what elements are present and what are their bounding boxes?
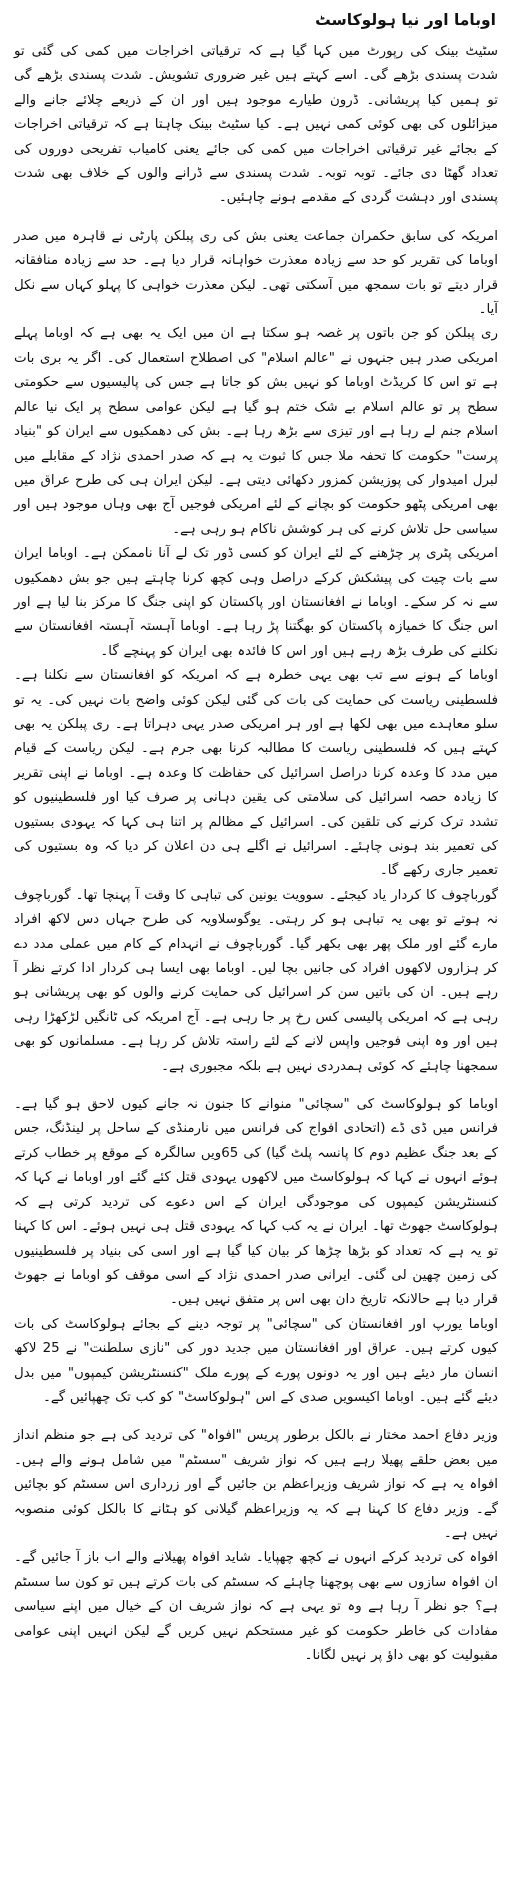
paragraph: اوباما کے ہونے سے تب بھی یہی خطرہ ہے کہ امریکہ کو افغانستان سے نکلنا ہے۔ فلسطینی ریاست کی حمایت کی بات کی گئی لیکن کوئی واضح بات نہیں کی۔ یہ تو سلو معاہدے میں بھی لکھا ہے اور ہر امریکی صدر یہی دہراتا ہے۔ ری پبلکن یہ بھی کہتے ہیں کہ فلسطینی ریاست کا مطالبہ کرنا بھی جرم ہے۔ لیکن ریاست کے قیام میں مدد کا وعدہ کرنا دراصل اسرائیل کی حفاظت کا وعدہ ہے۔ اوباما نے اپنی تقریر کا زیادہ حصہ اسرائیل کی سلامتی کی یقین دہانی پر صرف کیا اور فلسطینیوں کو تشدد ترک کرنے کی تلقین کی۔ اسرائیل کے مظالم پر اتنا ہی کہا کہ یہودی بستیوں کی تعمیر بند ہونی چاہئے۔ اسرائیل نے اگلے ہی دن اعلان کر دیا کہ وہ بستیوں کی تعمیر جاری رکھے گا۔ xyxy=(14,668,498,879)
paragraph: وزیر دفاع احمد مختار نے بالکل برطور پریس "افواہ" کی تردید کی ہے جو منظم انداز میں بعض حلقے پھیلا رہے ہیں کہ نواز شریف "سسٹم" میں شامل ہونے والے ہیں۔ افواہ یہ ہے کہ نواز شریف وزیراعظم بن جائیں گے اور زرداری اس سسٹم کو بچائیں گے۔ وزیر دفاع کا کہنا ہے کہ یہ وزیراعظم گیلانی کو ہٹانے کا بالکل کوئی منصوبہ نہیں ہے۔ xyxy=(14,1428,498,1541)
paragraph: اوباما یورپ اور افغانستان کی "سچائی" پر توجہ دینے کے بجائے ہولوکاسٹ کی بات کیوں کرتے ہیں۔ عراق اور افغانستان میں جدید دور کی "نازی سلطنت" نے 25 لاکھ انسان مار دیئے ہیں اور یہ دونوں پورے کے پورے ملک "کنسنٹریشن کیمپوں" میں بدل دیئے گئے ہیں۔ اوباما اکیسویں صدی کے اس "ہولوکاسٹ" کو کب تک چھپائیں گے۔ xyxy=(14,1316,498,1405)
article-headline: اوباما اور نیا ہولوکاسٹ xyxy=(315,11,496,29)
article-section-1 xyxy=(14,40,498,211)
paragraph: ری پبلکن کو جن باتوں پر غصہ ہو سکتا ہے ان میں ایک یہ بھی ہے کہ اوباما پہلے امریکی صدر ہیں جنہوں نے "عالم اسلام" کی اصطلاح استعمال کی۔ اگر یہ بری بات ہے تو اس کا کریڈٹ اوباما کو نہیں بش کو جاتا ہے جس کی پالیسیوں سے حکومتی سطح پر تو عالم اسلام بے شک ختم ہو گیا ہے لیکن عوامی سطح پر ایک نیا عالم اسلام جنم لے رہا ہے اور تیزی سے بڑھ رہا ہے۔ بش کی دھمکیوں سے ایران کو "بنیاد پرست" حکومت کا تحفہ ملا جس کا ثبوت یہ ہے کہ صدر احمدی نژاد کے مقابلے میں لبرل امیدوار کی پوزیشن کمزور دکھائی دیتی ہے۔ لیکن ایران ہی کی طرح عراق میں بھی امریکی پٹھو حکومت کو بچانے کے لئے امریکی فوجیں آج بھی وہاں موجود ہیں اور سیاسی حل تلاش کرنے کی ہر کوشش ناکام ہو رہی ہے۔ xyxy=(14,326,498,537)
paragraph: اوباما کو ہولوکاسٹ کی "سچائی" منوانے کا جنون نہ جانے کیوں لاحق ہو گیا ہے۔ فرانس میں ڈی ڈے (اتحادی افواج کی فرانس میں نارمنڈی کے ساحل پر لینڈنگ، جس کے بعد جنگ عظیم دوم کا پانسہ پلٹ گیا) کی 65ویں سالگرہ کے موقع پر خطاب کرتے ہوئے انہوں نے کہا کہ ہولوکاسٹ میں لاکھوں یہودی قتل کئے گئے اور اوباما نے کہا کہ کنسنٹریشن کیمپوں کی موجودگی ایران کے اس دعوے کی تردید کرتی ہے کہ ہولوکاسٹ جھوٹ تھا۔ ایران نے یہ کب کہا کہ یہودی قتل ہی نہیں ہوئے۔ اس کا کہنا تو یہ ہے کہ تعداد کو بڑھا چڑھا کر بیان کیا گیا ہے اور اسی کی بنیاد پر فلسطینیوں کی زمین چھین لی گئی۔ ایرانی صدر احمدی نژاد کے اسی موقف کو اوباما نے جھوٹ قرار دیا ہے حالانکہ تاریخ دان بھی اس پر متفق نہیں ہیں۔ xyxy=(14,1097,498,1308)
article-section-4 xyxy=(14,1424,498,1668)
article-section-2 xyxy=(14,225,498,1079)
article-section-3 xyxy=(14,1093,498,1410)
paragraph: افواہ کی تردید کرکے انہوں نے کچھ چھپایا۔ شاید افواہ پھیلانے والے اب باز آ جائیں گے۔ ان افواہ سازوں سے بھی پوچھنا چاہئے کہ سسٹم کی بات کرتے ہیں تو کون سا سسٹم ہے؟ جو نظر آ رہا ہے وہ تو یہی ہے کہ نواز شریف ان کے خیال میں اپنے سیاسی مفادات کی خاطر حکومت کو غیر مستحکم نہیں کریں گے لیکن انہیں اپنی عوامی مقبولیت کو بھی داؤ پر نہیں لگانا۔ xyxy=(14,1550,498,1663)
paragraph: امریکی پٹری پر چڑھنے کے لئے ایران کو کسی ڈور تک لے آنا ناممکن ہے۔ اوباما ایران سے بات چیت کی پیشکش کرکے دراصل وہی کچھ کرنا چاہتے ہیں جو بش دھمکیوں سے نہ کر سکے۔ اوباما نے افغانستان اور پاکستان کو اپنی جنگ کا مرکز بنا لیا ہے اور اس جنگ کا خمیازہ پاکستان کو بھگتنا پڑ رہا ہے۔ اوباما آہستہ آہستہ افغانستان سے نکلنے کی طرف بڑھ رہے ہیں اور اس کا فائدہ بھی ایران کو پہنچے گا۔ xyxy=(14,546,498,659)
paragraph: امریکہ کی سابق حکمران جماعت یعنی بش کی ری پبلکن پارٹی نے قاہرہ میں صدر اوباما کی تقریر کو حد سے زیادہ معذرت خواہانہ قرار دیا ہے۔ حد سے زیادہ منافقانہ قرار دیتے تو بات سمجھ میں آسکتی تھی۔ لیکن معذرت خواہی کا پہلو کہاں سے نکل آیا۔ xyxy=(14,228,498,318)
paragraph: گورباچوف کا کردار یاد کیجئے۔ سوویت یونین کی تباہی کا وقت آ پہنچا تھا۔ گورباچوف نہ ہوتے تو بھی یہ تباہی ہو کر رہتی۔ یوگوسلاویہ کی طرح جہاں دس لاکھ افراد مارے گئے اور ملک پھر بھی بکھر گیا۔ گورباچوف نے انہدام کے کام میں عملی مدد دے کر ہزاروں لاکھوں افراد کی جانیں بچا لیں۔ اوباما بھی ایسا ہی کردار ادا کرتے نظر آ رہے ہیں۔ ان کی باتیں سن کر اسرائیل کی حمایت کرنے والوں کو بھی پریشانی ہو رہی ہے کہ امریکی پالیسی کس رخ پر جا رہی ہے۔ آج امریکہ کی ٹانگیں لڑکھڑا رہی ہیں اور وہ اپنی فوجیں واپس لانے کے لئے راستہ تلاش کر رہا ہے۔ مسلمانوں کو بھی سمجھنا چاہئے کہ کوئی ہمدردی نہیں ہے بلکہ مجبوری ہے۔ xyxy=(14,887,498,1074)
paragraph: سٹیٹ بینک کی رپورٹ میں کہا گیا ہے کہ ترقیاتی اخراجات میں کمی کی گئی تو شدت پسندی بڑھے گی۔ اسے کہتے ہیں غیر ضروری تشویش۔ شدت پسندی بڑھے گی تو ہمیں کیا پریشانی۔ ڈرون طیارے موجود ہیں اور ان کے ذریعے چلائے جانے والے میزائلوں کی بھی کوئی کمی نہیں ہے۔ کیا سٹیٹ بینک چاہتا ہے کہ ترقیاتی اخراجات کے بجائے غیر ترقیاتی اخراجات میں کمی کی جائے یعنی کامیاب تفریحی دوروں کی تعداد گھٹا دی جائے۔ توبہ توبہ۔ شدت پسندی سے ڈرانے والوں کے خلاف بھی شدت پسندی اور دہشت گردی کے مقدمے ہونے چاہئیں۔ xyxy=(14,44,498,206)
